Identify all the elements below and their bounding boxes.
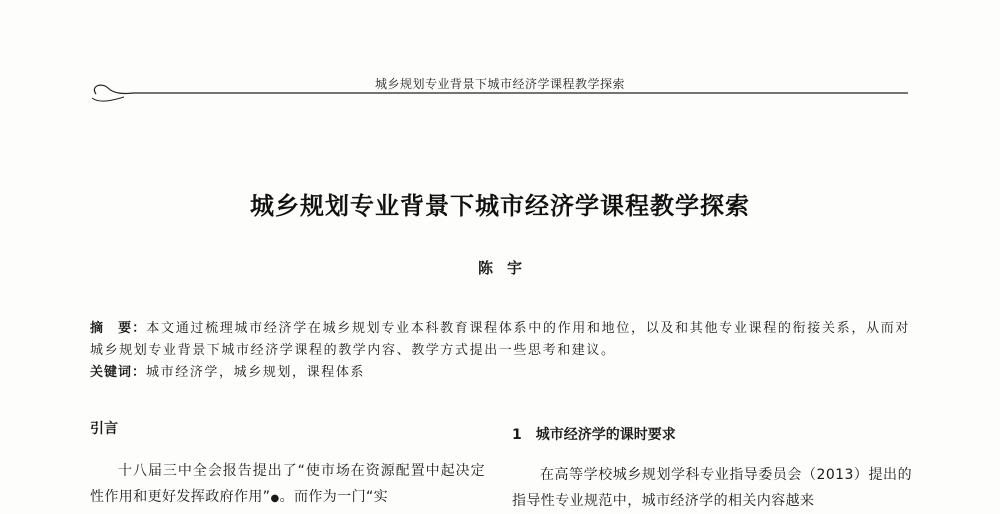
paragraph-text: 十八届三中全会报告提出了“使市场在资源配置中起决定性作用和更好发挥政府作用” — [90, 463, 485, 505]
header-ornament-rule — [88, 82, 908, 104]
section-heading-introduction: 引言 — [90, 421, 118, 437]
section-heading-1 — [512, 424, 912, 446]
right-column — [512, 418, 912, 514]
running-head: 城乡规划专业背景下城市经济学课程教学探索 — [374, 77, 625, 91]
section-number: 1 — [512, 427, 522, 443]
keywords-text: 城市经济学，城乡规划，课程体系 — [146, 365, 366, 380]
paper-title: 城乡规划专业背景下城市经济学课程教学探索 — [250, 192, 750, 220]
section-1-paragraph: 在高等学校城乡规划学科专业指导委员会（2013）提出的指导性专业规范中，城市经济学的相关内容越来 — [512, 467, 912, 509]
paragraph-text: 。而作为一门“实 — [279, 489, 389, 505]
section-title: 城市经济学的课时要求 — [535, 427, 676, 443]
abstract-label: 摘 要： — [90, 321, 147, 336]
abstract-text: 本文通过梳理城市经济学在城乡规划专业本科教育课程体系中的作用和地位，以及和其他专业课程的衔接关系，从而对城乡规划专业背景下城市经济学课程的教学内容、教学方式提出一些思考和建议。 — [90, 321, 910, 358]
author-name: 陈宇 — [477, 259, 536, 277]
abstract — [90, 318, 910, 362]
keywords — [90, 362, 910, 384]
left-column — [90, 418, 485, 512]
keywords-label: 关键词： — [90, 365, 147, 380]
footnote-marker[interactable]: ● — [270, 493, 280, 504]
introduction-paragraph — [90, 458, 485, 512]
